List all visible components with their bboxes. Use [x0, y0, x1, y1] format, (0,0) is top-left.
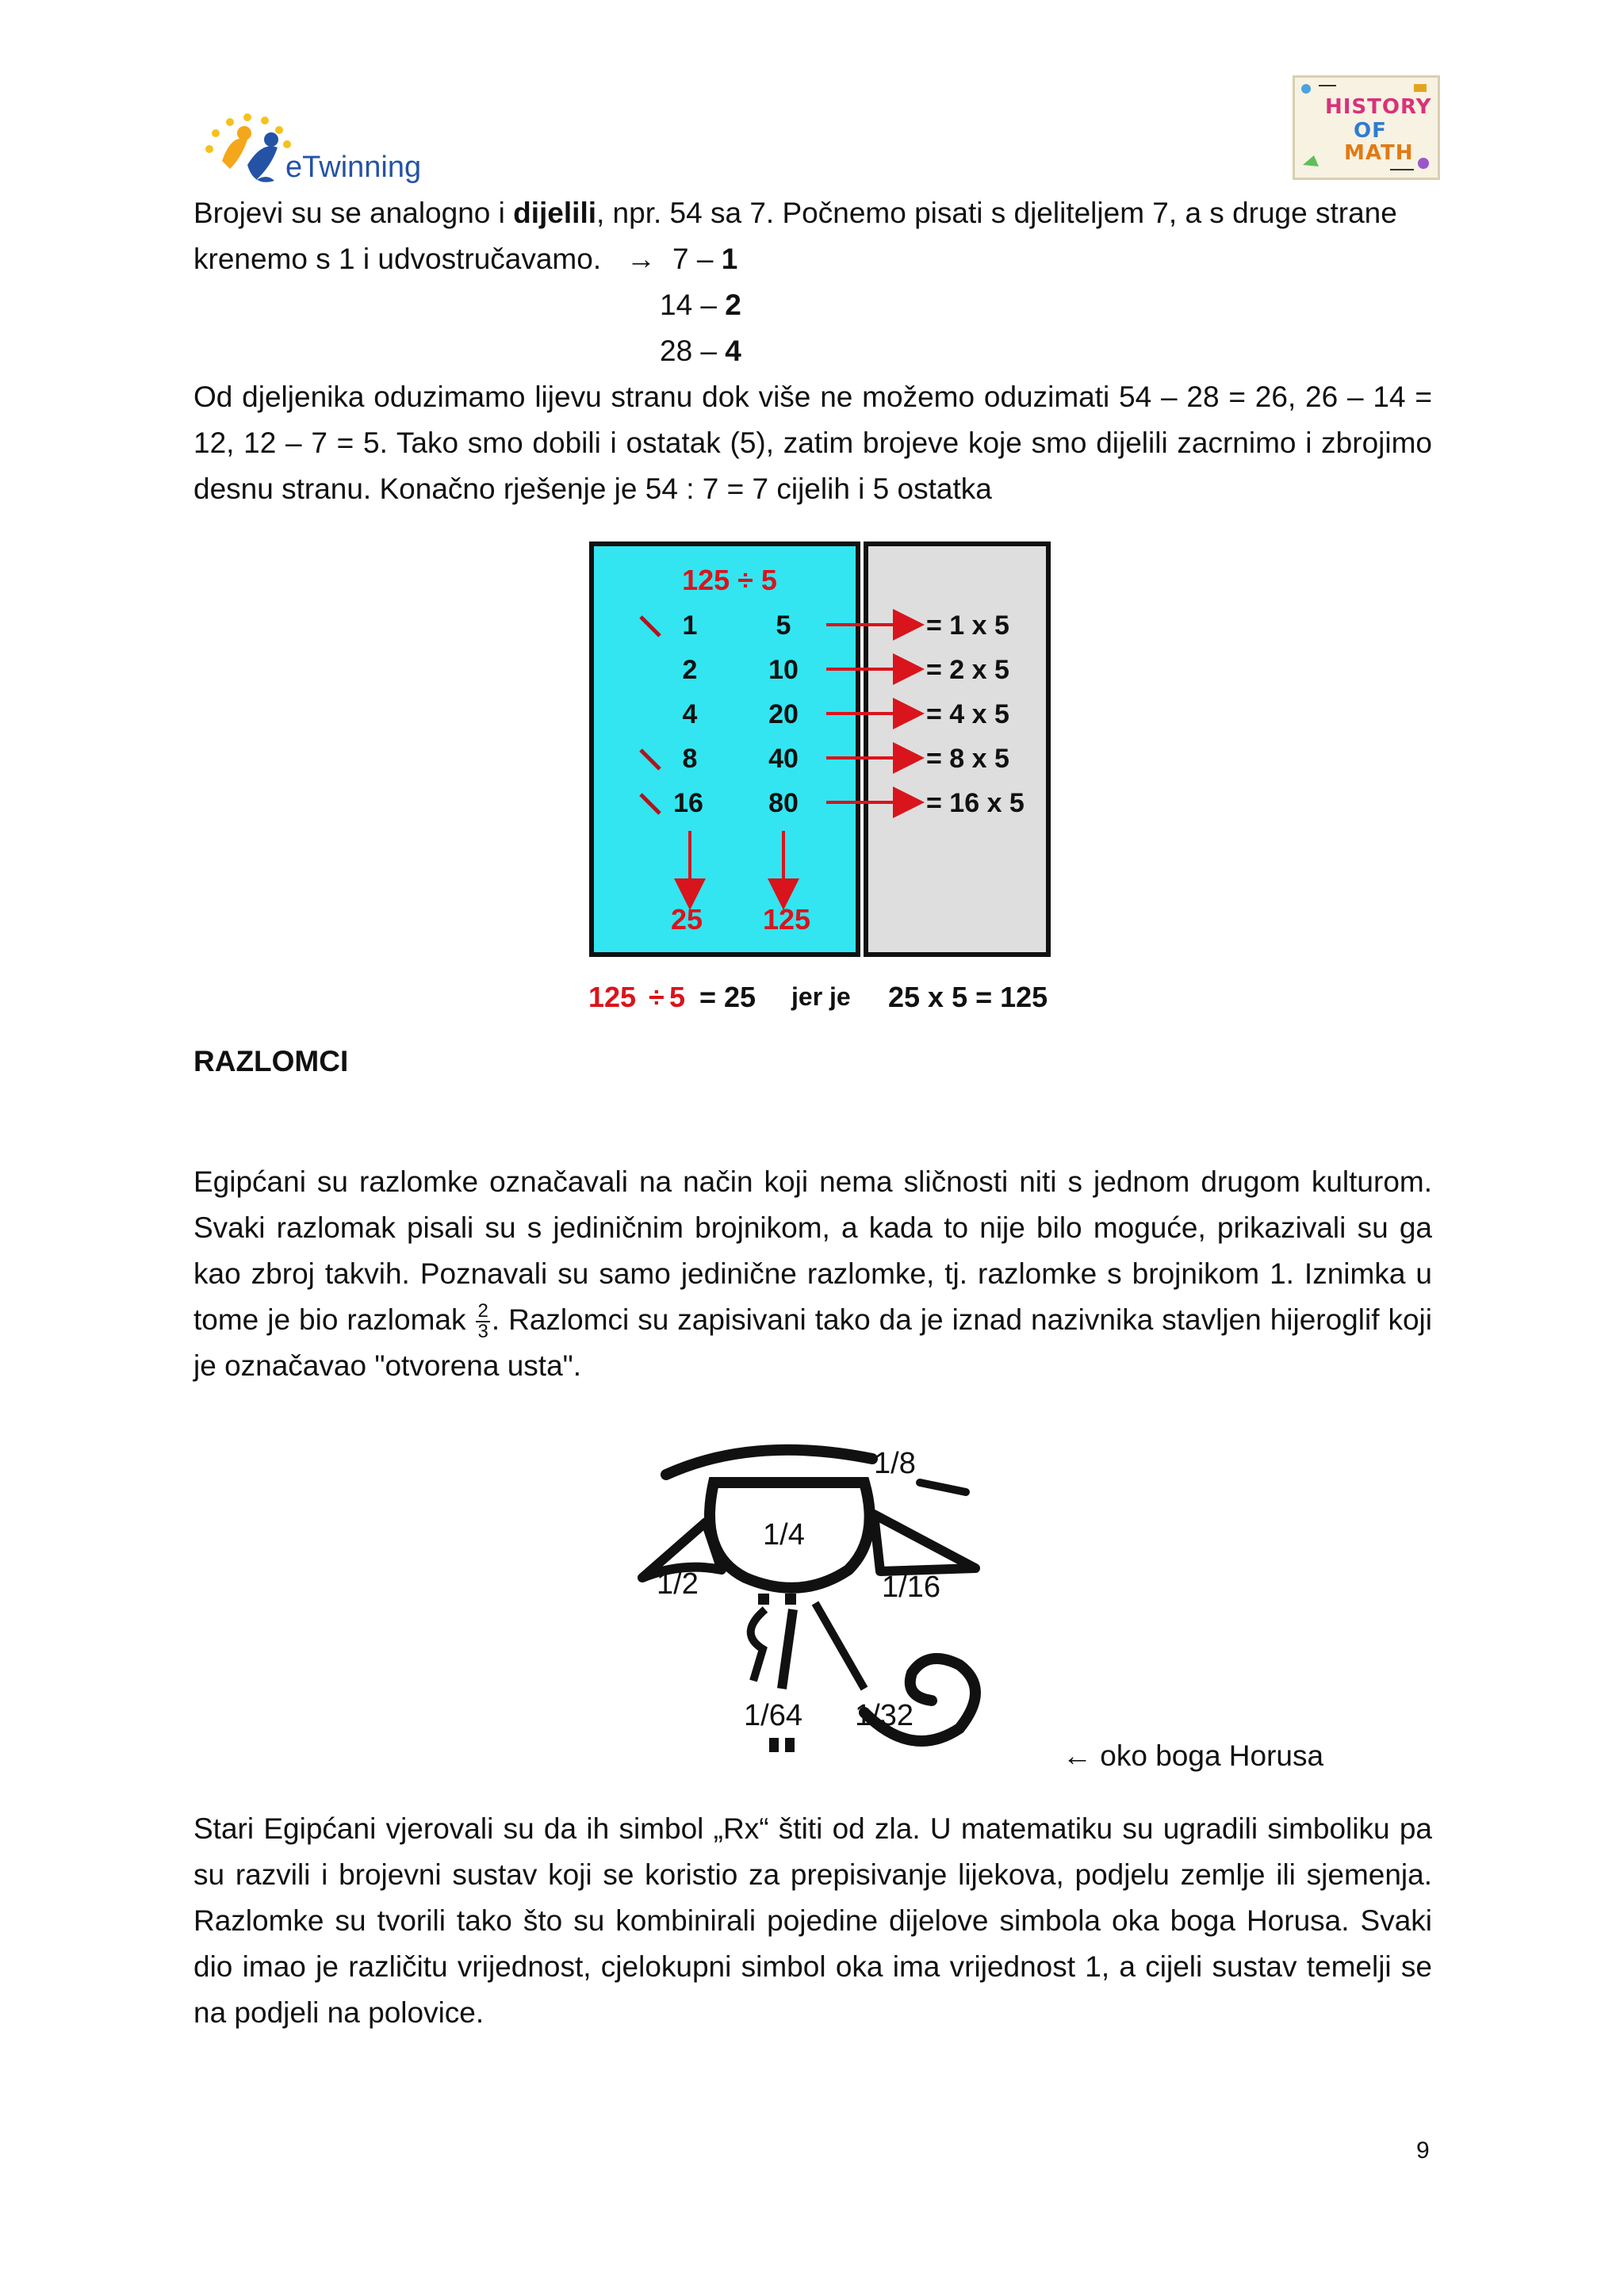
- caption-check: 25 x 5 = 125: [888, 981, 1048, 1013]
- stem-stroke: [782, 1609, 793, 1689]
- section-title: RAZLOMCI: [193, 1045, 349, 1077]
- division-figure-svg: [588, 541, 1052, 1016]
- division-title: 125 ÷ 5: [682, 564, 777, 596]
- eyebrow-stroke: [666, 1450, 872, 1475]
- doubling-row-left: 14 –: [660, 289, 726, 321]
- etwinning-logo-text: eTwinning: [285, 151, 422, 184]
- eye-of-horus-figure: [626, 1427, 1023, 1768]
- doubling-row-right: 1: [721, 243, 738, 275]
- doubling-row: [672, 236, 737, 282]
- two-thirds-fraction: [476, 1302, 489, 1341]
- division-intro-line1: [193, 190, 1438, 236]
- figure-caption: [588, 981, 756, 1013]
- right-col-cell: 80: [768, 788, 799, 818]
- teardrop-stroke: [751, 1609, 765, 1681]
- eye-caption: ← oko boga Horusa: [1063, 1739, 1324, 1772]
- history-of-math-logo: [1293, 75, 1440, 180]
- left-col-cell: 2: [682, 655, 698, 685]
- history-word: HISTORY: [1325, 95, 1432, 119]
- caption-divide-sign: ÷: [649, 981, 665, 1013]
- arrow-right-icon: →: [626, 243, 656, 275]
- cyan-panel: [592, 544, 858, 955]
- right-col-cell: 5: [776, 610, 791, 641]
- caption-dividend: 125: [588, 981, 637, 1013]
- label-thirtysecond: 1/32: [855, 1699, 914, 1732]
- equation-cell: = 2 x 5: [926, 655, 1009, 685]
- equation-cell: = 8 x 5: [926, 744, 1009, 774]
- left-col-cell: 1: [682, 610, 698, 641]
- page-number: 9: [1416, 2137, 1430, 2164]
- right-col-cell: 20: [768, 699, 799, 729]
- label-half: 1/2: [657, 1567, 699, 1601]
- math-word: MATH: [1344, 141, 1414, 165]
- doubling-row-left: 28 –: [660, 335, 726, 367]
- foot-mark: [785, 1738, 795, 1752]
- left-total: 25: [670, 903, 703, 936]
- dot-mark: [785, 1594, 796, 1605]
- equation-cell: = 4 x 5: [926, 699, 1009, 729]
- fractions-text-after: . Razlomci su zapisivani tako da je iznad nazivnika stavljen hijeroglif koji je označavao "otvorena usta".: [193, 1303, 1432, 1382]
- caption-result: = 25: [699, 981, 756, 1013]
- of-word: OF: [1354, 119, 1387, 143]
- closing-paragraph-text: Stari Egipćani vjerovali su da ih simbol „Rx“ štiti od zla. U matematiku su ugradili simboliku pa su razvili i brojevni sustav koji se koristio za prepisivanje lijekova, podjelu zemlje ili sjemenja. Razlomke su tvorili tako što su kombinirali pojedine dijelove simbola oka boga Horusa. Svaki dio imao je različitu vrijednost, cjelokupni simbol oka ima vrijednost 1, a cijeli sustav temelji se na podjeli na polovice.: [193, 1812, 1432, 2029]
- doubling-row: [660, 282, 741, 328]
- doubling-row-left: 7 –: [672, 243, 722, 275]
- dot-mark: [758, 1594, 769, 1605]
- label-eighth: 1/8: [874, 1447, 916, 1480]
- fractions-paragraph: [193, 1159, 1432, 1389]
- doubling-row-right: 2: [725, 289, 741, 321]
- label-quarter: 1/4: [763, 1518, 805, 1552]
- caption-because: jer je: [791, 982, 851, 1011]
- fraction-numerator: 2: [477, 1300, 488, 1322]
- division-intro-line2: [193, 236, 601, 282]
- label-sixteenth: 1/16: [882, 1571, 940, 1604]
- closing-paragraph: [193, 1806, 1432, 2036]
- equation-cell: = 16 x 5: [926, 788, 1025, 818]
- eye-of-horus-icon: [626, 1427, 1023, 1768]
- right-col-cell: 10: [768, 655, 799, 685]
- fractions-paragraph-text: [193, 1159, 1432, 1389]
- left-col-cell: 8: [682, 744, 698, 774]
- eyebrow-tail-stroke: [920, 1483, 966, 1492]
- division-paragraph-text: Od djeljenika oduzimamo lijevu stranu dok više ne možemo oduzimati 54 – 28 = 26, 26 – 14 = 12, 12 – 7 = 5. Tako smo dobili i ostatak (5), zatim brojeve koje smo dijelili zacrnimo i zbrojimo desnu stranu. Konačno rješenje je 54 : 7 = 7 cijelih i 5 ostatka: [193, 381, 1432, 505]
- fraction-denominator: 3: [477, 1321, 488, 1343]
- diagonal-stroke: [815, 1603, 864, 1689]
- right-col-cell: 40: [768, 744, 799, 774]
- doubling-row-right: 4: [725, 335, 741, 367]
- doubling-row: [660, 328, 741, 374]
- intro-text-a: Brojevi su se analogno i: [193, 197, 514, 229]
- division-paragraph: [193, 374, 1432, 512]
- right-total: 125: [762, 903, 811, 936]
- label-sixtyfourth: 1/64: [744, 1699, 802, 1732]
- intro-line2-text: krenemo s 1 i udvostručavamo.: [193, 243, 602, 275]
- intro-text-b: , npr. 54 sa 7. Počnemo pisati s djeliteljem 7, a s druge strane: [596, 197, 1397, 229]
- caption-divisor: 5: [669, 981, 686, 1013]
- equation-cell: = 1 x 5: [926, 610, 1009, 641]
- fractions-text-before: Egipćani su razlomke označavali na način koji nema sličnosti niti s jednom drugom kulturom. Svaki razlomak pisali su s jediničnim brojnikom, a kada to nije bilo moguće, prikazivali su ga kao zbroj takvih. Poznavali su samo jedinične razlomke, tj. razlomke s brojnikom 1. Iznimka u tome je bio razlomak: [193, 1165, 1432, 1336]
- right-corner-shape: [874, 1514, 975, 1571]
- left-col-cell: 16: [673, 788, 703, 818]
- intro-bold-word: dijelili: [513, 197, 596, 229]
- left-col-cell: 4: [682, 699, 698, 729]
- foot-mark: [769, 1738, 779, 1752]
- division-figure: [588, 541, 1052, 1016]
